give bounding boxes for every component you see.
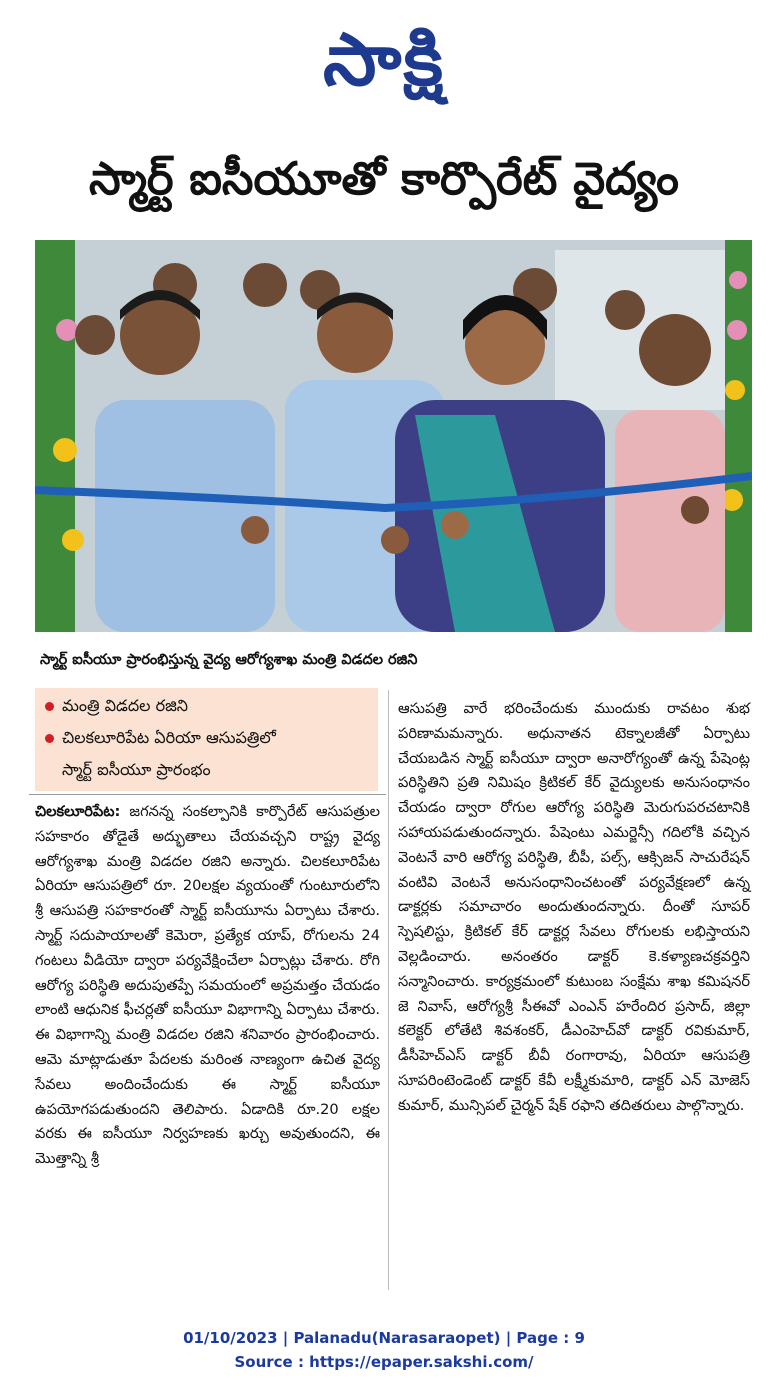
- footer-source: Source : https://epaper.sakshi.com/: [234, 1353, 534, 1371]
- article-photo: [35, 240, 752, 632]
- bullet-icon: [45, 702, 54, 711]
- highlight-text: మంత్రి విడదల రజిని: [62, 696, 188, 715]
- article-column-2: [398, 697, 750, 1119]
- highlight-item: [62, 760, 211, 783]
- article-headline: స్మార్ట్ ఐసీయూతో కార్పొరేట్ వైద్యం: [89, 152, 679, 205]
- bullet-icon: [45, 734, 54, 743]
- highlight-item: [45, 728, 276, 751]
- column-2-text: ఆసుపత్రి వారే భరించేందుకు ముందుకు రావటం శుభ పరిణామమన్నారు. అధునాతన టెక్నాలజీతో ఏర్పాటు చేయబడిన స్మార్ట్ ఐసీయూ ద్వారా అనారోగ్యంతో ఉన్న పేషెంట్ల పరిస్థితిని ప్రతి నిమిషం క్రిటికల్ కేర్ వైద్యులకు అనుసంధానం చేయడం ద్వారా రోగుల ఆరోగ్య పరిస్థితి మెరుగుపరచటానికి సహాయపడుతుందన్నారు. పేషెంటు ఎమర్జెన్సీ గదిలోకి వచ్చిన వెంటనే వారి ఆరోగ్య పరిస్థితి, బీపీ, పల్స్, ఆక్సిజన్ సాచురేషన్ వంటివి వెంటనే అనుసంధానించటంతో పర్యవేక్షణలో ఉన్న డాక్టర్లకు సమాచారం అందుతుందన్నారు. దీంతో సూపర్ స్పెషలిస్టు, క్రిటికల్ కేర్ డాక్టర్ల సేవలు రోగులకు లభిస్తాయని వెల్లడించారు. అనంతరం డాక్టర్ కె.కళ్యాణచక్రవర్తిని సన్మానించారు. కార్యక్రమంలో కుటుంబ సంక్షేమ శాఖ కమిషనర్ జె నివాస్, ఆరోగ్యశ్రీ సీఈవో ఎంఎన్ హరేందిర ప్రసాద్, జిల్లా కలెక్టర్ లోతేటి శివశంకర్, డీఎంహెచ్‌వో డాక్టర్ రవికుమార్, డీసీహెచ్ఎస్ డాక్టర్ బీవీ రంగారావు, ఏరియా ఆసుపత్రి సూపరింటెండెంట్ డాక్టర్ కేవీ లక్ష్మీకుమారి, డాక్టర్ ఎన్ మోజెస్ కుమార్, మున్సిపల్ చైర్మన్ షేక్ రఫాని తదితరులు పాల్గొన్నారు.: [398, 700, 750, 1114]
- article-column-1: [35, 800, 380, 1172]
- ribbon-cutting-illustration: [35, 240, 752, 632]
- footer-date-edition: 01/10/2023 | Palanadu(Narasaraopet) | Page : 9: [183, 1329, 585, 1347]
- highlight-text: చిలకలూరిపేట ఏరియా ఆసుపత్రిలో: [62, 728, 276, 747]
- photo-caption: స్మార్ట్ ఐసీయూ ప్రారంభిస్తున్న వైద్య ఆరోగ్యశాఖ మంత్రి విడదల రజిని: [40, 652, 418, 668]
- dateline: చిలకలూరిపేట:: [35, 803, 121, 820]
- column-1-text: జగనన్న సంకల్పానికి కార్పొరేట్ ఆసుపత్రుల సహకారం తోడైతే అద్భుతాలు చేయవచ్చని రాష్ట్ర వైద్య ఆరోగ్యశాఖ మంత్రి విడదల రజిని అన్నారు. చిలకలూరిపేట ఏరియా ఆసుపత్రిలో రూ. 20లక్షల వ్యయంతో గుంటూరులోని శ్రీ ఆసుపత్రి సహకారంతో స్మార్ట్ ఐసీయూను ఏర్పాటు చేశారు. స్మార్ట్ సదుపాయాలతో కెమెరా, ప్రత్యేక యాప్, రోగులను 24 గంటలు వీడియో ద్వారా పర్యవేక్షించేలా ఏర్పాట్లు చేశారు. రోగి ఆరోగ్య పరిస్థితి అదుపుతప్పే సమయంలో అప్రమత్తం చేయడం లాంటి ఆధునిక ఫీచర్లతో ఐసీయూ విభాగాన్ని ఏర్పాటు చేశారు. ఈ విభాగాన్ని మంత్రి విడదల రజిని శనివారం ప్రారంభించారు. ఆమె మాట్లాడుతూ పేదలకు మరింత నాణ్యంగా ఉచిత వైద్య సేవలు అందించేందుకు ఈ స్మార్ట్ ఐసీయూ ఉపయోగపడుతుందని తెలిపారు. ఏడాదికి రూ.20 లక్షల వరకు ఈ ఐసీయూ నిర్వహణకు ఖర్చు అవుతుందని, ఈ మొత్తాన్ని శ్రీ: [35, 803, 380, 1168]
- highlights-box: [35, 688, 378, 791]
- newspaper-logo: సాక్షి: [322, 17, 446, 102]
- highlight-item: [45, 696, 188, 719]
- column-divider: [388, 690, 389, 1290]
- masthead: [0, 0, 768, 120]
- highlight-text: స్మార్ట్ ఐసీయూ ప్రారంభం: [62, 760, 211, 779]
